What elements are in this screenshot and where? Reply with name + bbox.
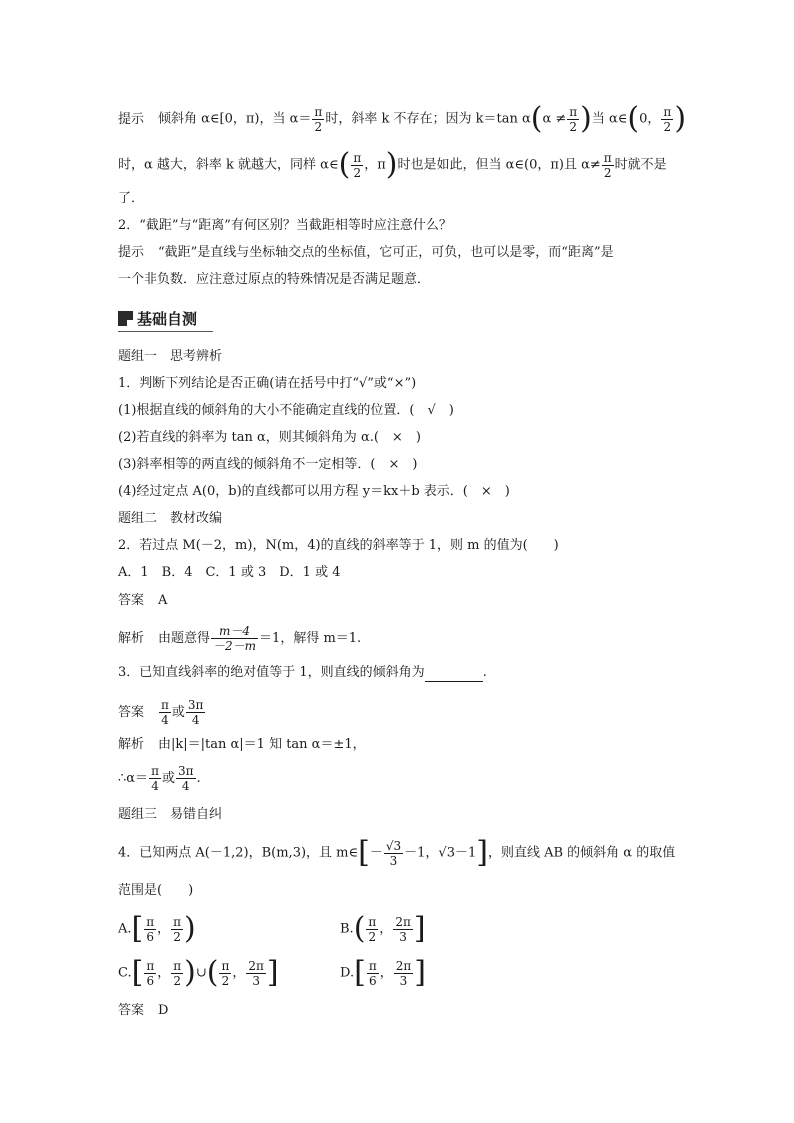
answer-value: D (158, 1003, 169, 1018)
fraction-pi-over-2: $\frac{\pi}{2}$ (569, 104, 578, 134)
option-d-label: D. (340, 965, 355, 981)
fraction-pi-over-4: $\frac{\pi}{4}$ (151, 764, 159, 793)
fraction-slope: $\frac{m-4}{-2-m}$ (213, 624, 257, 653)
group2-q2-answer (118, 592, 167, 610)
analysis-label: 解析 (118, 631, 145, 646)
fraction-pi-over-2: $\frac{\pi}{2}$ (173, 958, 182, 988)
hint1-text-d: 时，α 越大，斜率 k 就越大，同样 α∈ (118, 157, 339, 173)
analysis-text: 由|k|＝|tan α|＝1 知 tan α＝±1， (158, 737, 366, 752)
group2-title: 题组二 教材改编 (118, 511, 223, 526)
hint1-text-b: 时，斜率 k 不存在；因为 k＝tan α (325, 111, 531, 127)
group1-item-2: (2)若直线的斜率为 tan α，则其倾斜角为 α.( × ) (118, 430, 421, 445)
fraction-pi-over-6: $\frac{\pi}{6}$ (146, 958, 155, 988)
bracket-left: [ (358, 835, 370, 870)
fraction-pi-over-2: $\frac{\pi}{2}$ (368, 914, 377, 944)
fraction-3pi-over-4: $\frac{3\pi}{4}$ (177, 764, 194, 793)
hint-label: 提示 (118, 245, 145, 260)
group1-question: 1．判断下列结论是否正确(请在括号中打“√”或“×”) (118, 376, 417, 391)
question-2: 2．“截距”与“距离”有何区别？当截距相等时应注意什么？ (118, 218, 452, 233)
answer-value: A (158, 593, 168, 608)
fraction-2pi-over-3: $\frac{2\pi}{3}$ (248, 958, 264, 988)
hint1-line1 (118, 101, 687, 136)
hint1-text-a: 倾斜角 α∈[0，π)，当 α＝ (158, 111, 312, 127)
group2-question-3 (118, 664, 487, 682)
section-header (118, 308, 197, 330)
answer-label: 答案 (118, 705, 145, 720)
analysis-text-b: ＝1，解得 m＝1. (259, 631, 362, 646)
q3-period: . (482, 665, 487, 680)
alpha-ne-text: α ≠ (542, 111, 567, 127)
fraction-pi-over-4: $\frac{\pi}{4}$ (161, 698, 169, 727)
comma-pi-text: ，π (364, 157, 386, 173)
q2-hint-line1 (118, 244, 614, 262)
group2-question-2: 2．若过点 M(－2，m)，N(m，4)的直线的斜率等于 1，则 m 的值为( ) (118, 538, 559, 553)
hint-label: 提示 (118, 111, 145, 127)
fraction-2pi-over-3: $\frac{2\pi}{3}$ (395, 914, 411, 944)
q2-hint-text-1: “截距”是直线与坐标轴交点的坐标值，它可正，可负，也可以是零，而“距离”是 (158, 245, 614, 260)
group3-question-4-line2: 范围是( ) (118, 883, 194, 898)
group1-item-1: (1)根据直线的倾斜角的大小不能确定直线的位置．( √ ) (118, 403, 454, 418)
answer-label: 答案 (118, 1003, 145, 1018)
option-c-label: C. (118, 965, 132, 981)
fraction-pi-over-2: $\frac{\pi}{2}$ (353, 150, 362, 180)
group3-question-4 (118, 835, 676, 870)
analysis-text-a: 由题意得 (158, 631, 211, 646)
paren-left: ( (530, 101, 543, 136)
fraction-pi-over-2: $\frac{\pi}{2}$ (663, 104, 672, 134)
group2-q2-options: A．1 B．4 C．1 或 3 D．1 或 4 (118, 565, 341, 580)
answer-label: 答案 (118, 593, 145, 608)
or-text: 或 (171, 705, 185, 720)
paren-right: ) (580, 101, 592, 136)
hint1-text-f: 时就不是 (614, 157, 667, 173)
group1-item-4: (4)经过定点 A(0，b)的直线都可以用方程 y＝kx＋b 表示．( × ) (118, 484, 510, 499)
fraction-pi-over-2: $\frac{\pi}{2}$ (603, 150, 612, 180)
hint1-line3: 了． (118, 191, 145, 206)
group2-q3-conclusion (118, 764, 201, 793)
group1-item-3: (3)斜率相等的两直线的倾斜角不一定相等．( × ) (118, 457, 418, 472)
group2-q2-analysis (118, 624, 361, 653)
minus-sign: － (369, 845, 383, 861)
fraction-pi-over-2: $\frac{\pi}{2}$ (314, 104, 323, 134)
section-title: 基础自测 (137, 310, 198, 328)
group2-q3-analysis (118, 736, 366, 754)
period: . (196, 771, 201, 786)
q2-hint-line2: 一个非负数．应注意过原点的特殊情况是否满足题意． (118, 272, 431, 287)
fraction-3pi-over-4: $\frac{3\pi}{4}$ (187, 698, 204, 727)
group3-q4-answer (118, 1002, 168, 1020)
hint1-text-e: 时也是如此，但当 α∈(0，π)且 α≠ (397, 157, 601, 173)
fraction-pi-over-2: $\frac{\pi}{2}$ (221, 958, 230, 988)
q4-text-c: ，则直线 AB 的倾斜角 α 的取值 (487, 845, 676, 861)
q4-text-a: 4．已知两点 A(－1,2)，B(m,3)，且 m∈ (118, 845, 359, 861)
hint1-text-c: 当 α∈ (591, 111, 628, 127)
zero-text: 0， (639, 111, 661, 127)
paren-right: ) (385, 147, 398, 182)
group2-q3-answer (118, 698, 206, 727)
option-a[interactable]: A.[ $\frac{\pi}{6}$ ， $\frac{\pi}{2}$ ) (118, 911, 196, 946)
fraction-pi-over-6: $\frac{\pi}{6}$ (146, 914, 155, 944)
or-text: 或 (161, 771, 175, 786)
section-underline (118, 331, 213, 332)
option-c[interactable]: C.[ $\frac{\pi}{6}$ ， $\frac{\pi}{2}$ )∪( $\frac{\pi}{2}$ ， $\frac{2\pi}{3}$ ] (118, 955, 279, 990)
group3-title: 题组三 易错自纠 (118, 807, 223, 822)
fraction-pi-over-6: $\frac{\pi}{6}$ (368, 958, 377, 988)
option-b-label: B. (340, 921, 354, 937)
therefore-text: ∴α＝ (118, 771, 149, 786)
hint1-line2 (118, 147, 667, 182)
option-a-label: A. (118, 921, 132, 937)
option-b[interactable]: B.( $\frac{\pi}{2}$ ， $\frac{2\pi}{3}$ ] (340, 911, 426, 946)
bracket-right: ] (476, 835, 488, 870)
q4-text-b: －1，√3－1 (404, 845, 477, 861)
option-d[interactable]: D.[ $\frac{\pi}{6}$ ， $\frac{2\pi}{3}$ ] (340, 955, 426, 990)
fraction-sqrt3-over-3: $\frac{√3}{3}$ (385, 838, 402, 868)
answer-blank[interactable] (425, 667, 483, 682)
paren-left: ( (338, 147, 351, 182)
section-square-icon (118, 311, 133, 326)
fraction-pi-over-2: $\frac{\pi}{2}$ (173, 914, 182, 944)
analysis-label: 解析 (118, 737, 145, 752)
group1-title: 题组一 思考辨析 (118, 349, 223, 364)
q3-text: 3．已知直线斜率的绝对值等于 1，则直线的倾斜角为 (118, 665, 425, 680)
fraction-2pi-over-3: $\frac{2\pi}{3}$ (395, 958, 412, 988)
paren-left: ( (627, 101, 640, 136)
paren-right: ) (674, 101, 687, 136)
union-symbol: ∪ (195, 965, 207, 981)
